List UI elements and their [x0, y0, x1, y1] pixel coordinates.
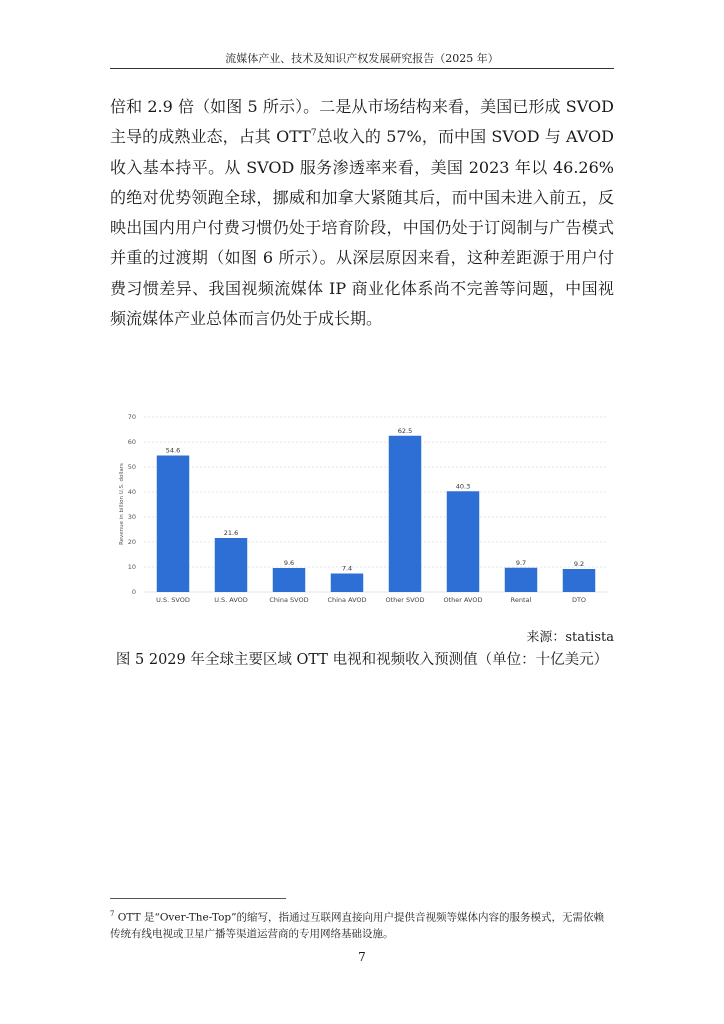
y-tick-label: 50 [127, 463, 136, 471]
y-tick-label: 40 [127, 488, 136, 496]
body-paragraph [110, 92, 614, 334]
x-tick-label: China AVOD [327, 596, 367, 604]
bar-value-label: 21.6 [223, 529, 239, 537]
y-tick-label: 70 [127, 413, 136, 421]
header-rule [110, 68, 614, 69]
body-text-part2: 总收入的 57%，而中国 SVOD 与 AVOD 收入基本持平。从 SVOD 服务渗透率来看，美国 2023 年以 46.26%的绝对优势领跑全球，挪威和加拿大紧随其后，而中国未进入前五，反映出国内用户付费习惯仍处于培育阶段，中国仍处于订阅制与广告模式并重的过渡期（如图 6 所示）。从深层原因来看，这种差距源于用户付费习惯差异、我国视频流媒体 IP 商业化体系尚不完善等问题，中国视频流媒体产业总体而言仍处于成长期。 [110, 127, 614, 329]
x-tick-label: U.S. AVOD [214, 596, 248, 604]
x-tick-label: U.S. SVOD [156, 596, 190, 604]
bar [389, 436, 421, 592]
x-tick-label: Other AVOD [443, 596, 483, 604]
figure-caption: 图 5 2029 年全球主要区域 OTT 电视和视频收入预测值（单位：十亿美元） [115, 652, 609, 668]
body-text-part1: 倍和 2.9 倍（如图 5 所示）。二是从市场结构来看，美国已形成 SVOD 主导的成熟业态，占其 OTT [110, 97, 614, 147]
bar [331, 574, 363, 593]
y-tick-label: 0 [131, 588, 136, 596]
x-tick-label: DTO [571, 596, 587, 604]
bar [273, 568, 305, 592]
bar-value-label: 54.6 [165, 446, 181, 455]
bar-value-label: 9.7 [515, 558, 527, 567]
page-number: 7 [358, 950, 366, 964]
bar-value-label: 40.3 [455, 482, 471, 491]
bar [447, 491, 479, 592]
bar-value-label: 7.4 [341, 564, 353, 573]
y-tick-label: 20 [127, 538, 136, 546]
figure-source: 来源：statista [526, 630, 614, 645]
bar-value-label: 9.2 [573, 560, 585, 568]
bar [505, 568, 537, 592]
footnote-marker: 7 [110, 910, 115, 918]
bar-value-label: 9.6 [283, 559, 295, 567]
y-tick-label: 30 [127, 513, 136, 521]
y-axis-title: Revenue in billion U.S. dollars [119, 463, 125, 545]
bar [157, 456, 189, 593]
running-header: 流媒体产业、技术及知识产权发展研究报告（2025 年） [225, 52, 499, 65]
footnote [110, 906, 614, 942]
footnote-rule [110, 898, 286, 899]
y-tick-label: 60 [127, 438, 136, 446]
footnote-text: OTT 是“Over-The-Top”的缩写，指通过互联网直接向用户提供音视频等媒体内容的服务模式，无需依赖传统有线电视或卫星广播等渠道运营商的专用网络基础设施。 [110, 911, 605, 940]
x-tick-label: Rental [510, 596, 532, 604]
footnote-ref[interactable]: 7 [310, 128, 317, 139]
revenue-bar-chart [108, 404, 614, 610]
bar [215, 538, 247, 592]
x-tick-label: Other SVOD [385, 596, 425, 604]
bar [563, 569, 595, 592]
x-tick-label: China SVOD [269, 596, 309, 604]
bar-value-label: 62.5 [397, 426, 413, 435]
y-tick-label: 10 [127, 563, 136, 571]
